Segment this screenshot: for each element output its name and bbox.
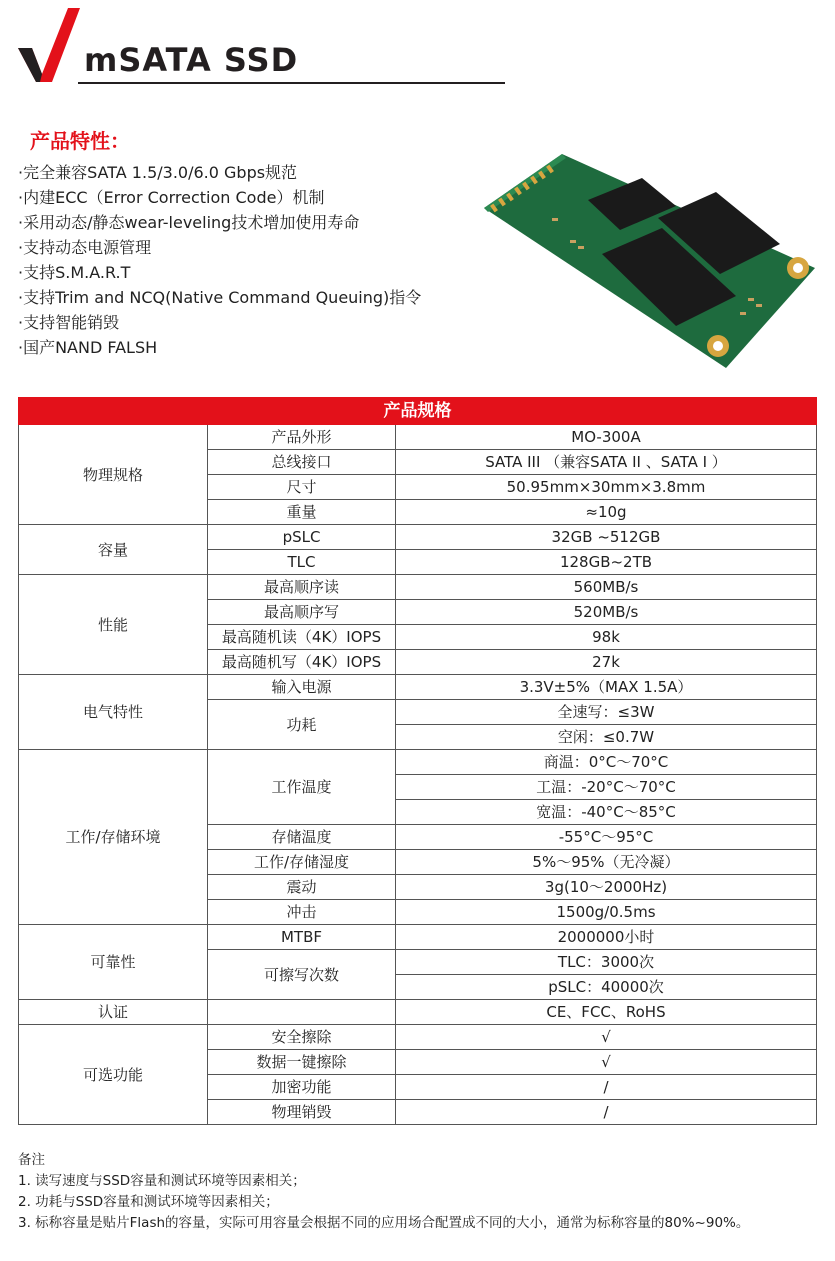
row-label: 安全擦除 <box>208 1025 396 1050</box>
row-value: 1500g/0.5ms <box>396 900 817 925</box>
row-label: 震动 <box>208 875 396 900</box>
row-value: 宽温：-40°C～85°C <box>396 800 817 825</box>
row-value: 560MB/s <box>396 575 817 600</box>
row-value: -55°C～95°C <box>396 825 817 850</box>
spec-table-title: 产品规格 <box>19 398 817 425</box>
row-value: 全速写：≤3W <box>396 700 817 725</box>
row-value: TLC：3000次 <box>396 950 817 975</box>
feature-item: ·支持S.M.A.R.T <box>18 263 131 282</box>
row-value: / <box>396 1075 817 1100</box>
row-label: 最高随机读（4K）IOPS <box>208 625 396 650</box>
notes-section <box>18 1150 823 1234</box>
feature-item: ·国产NAND FALSH <box>18 338 158 357</box>
row-label: 可擦写次数 <box>208 950 396 1000</box>
group-capacity: 容量 <box>19 525 208 575</box>
row-value: 商温：0°C～70°C <box>396 750 817 775</box>
row-value: √ <box>396 1050 817 1075</box>
feature-item: ·支持动态电源管理 <box>18 238 152 257</box>
row-label: 冲击 <box>208 900 396 925</box>
row-value: 3g(10～2000Hz) <box>396 875 817 900</box>
row-label: MTBF <box>208 925 396 950</box>
row-value: 98k <box>396 625 817 650</box>
row-value: 3.3V±5%（MAX 1.5A） <box>396 675 817 700</box>
row-value: CE、FCC、RoHS <box>396 1000 817 1025</box>
row-label: 尺寸 <box>208 475 396 500</box>
row-value: / <box>396 1100 817 1125</box>
row-label: 最高顺序读 <box>208 575 396 600</box>
row-label: 重量 <box>208 500 396 525</box>
brand-logo-icon <box>18 8 80 82</box>
note-item: 2. 功耗与SSD容量和测试环境等因素相关； <box>18 1194 279 1210</box>
row-label: 加密功能 <box>208 1075 396 1100</box>
feature-item: ·支持Trim and NCQ(Native Command Queuing)指令 <box>18 288 422 307</box>
feature-item: ·支持智能销毁 <box>18 313 120 332</box>
feature-item: ·内建ECC（Error Correction Code）机制 <box>18 188 325 207</box>
row-value: 空闲：≤0.7W <box>396 725 817 750</box>
row-value: 27k <box>396 650 817 675</box>
row-label: TLC <box>208 550 396 575</box>
note-item: 1. 读写速度与SSD容量和测试环境等因素相关； <box>18 1173 306 1189</box>
title-divider <box>78 82 505 84</box>
row-value: MO-300A <box>396 425 817 450</box>
features-list <box>18 160 421 360</box>
msata-ssd-product-image <box>480 148 815 370</box>
group-physical: 物理规格 <box>19 425 208 525</box>
row-label: 存储温度 <box>208 825 396 850</box>
row-value: 128GB~2TB <box>396 550 817 575</box>
row-value: 32GB ~512GB <box>396 525 817 550</box>
note-item: 3. 标称容量是贴片Flash的容量，实际可用容量会根据不同的应用场合配置成不同的大小，通常为标称容量的80%~90%。 <box>18 1215 750 1231</box>
row-value: 5%～95%（无冷凝） <box>396 850 817 875</box>
row-label: 输入电源 <box>208 675 396 700</box>
row-label: 功耗 <box>208 700 396 750</box>
row-label: 工作/存储湿度 <box>208 850 396 875</box>
group-certification: 认证 <box>19 1000 208 1025</box>
row-value: 50.95mm×30mm×3.8mm <box>396 475 817 500</box>
row-value: SATA III （兼容SATA II 、SATA I ） <box>396 450 817 475</box>
page-title: mSATA SSD <box>84 41 299 79</box>
row-label: 物理销毁 <box>208 1100 396 1125</box>
group-performance: 性能 <box>19 575 208 675</box>
feature-item: ·完全兼容SATA 1.5/3.0/6.0 Gbps规范 <box>18 163 298 182</box>
row-value: 2000000小时 <box>396 925 817 950</box>
row-value: √ <box>396 1025 817 1050</box>
group-environment: 工作/存储环境 <box>19 750 208 925</box>
features-heading: 产品特性： <box>30 129 130 153</box>
row-label: 总线接口 <box>208 450 396 475</box>
row-value: 520MB/s <box>396 600 817 625</box>
row-value: pSLC：40000次 <box>396 975 817 1000</box>
group-reliability: 可靠性 <box>19 925 208 1000</box>
row-label: 最高随机写（4K）IOPS <box>208 650 396 675</box>
spec-table <box>18 397 817 1125</box>
group-optional: 可选功能 <box>19 1025 208 1125</box>
row-label: 最高顺序写 <box>208 600 396 625</box>
row-value: ≈10g <box>396 500 817 525</box>
notes-heading: 备注 <box>18 1152 45 1168</box>
row-label: 产品外形 <box>208 425 396 450</box>
feature-item: ·采用动态/静态wear-leveling技术增加使用寿命 <box>18 213 360 232</box>
row-value: 工温：-20°C～70°C <box>396 775 817 800</box>
row-label <box>208 1000 396 1025</box>
row-label: 工作温度 <box>208 750 396 825</box>
group-electrical: 电气特性 <box>19 675 208 750</box>
row-label: pSLC <box>208 525 396 550</box>
row-label: 数据一键擦除 <box>208 1050 396 1075</box>
